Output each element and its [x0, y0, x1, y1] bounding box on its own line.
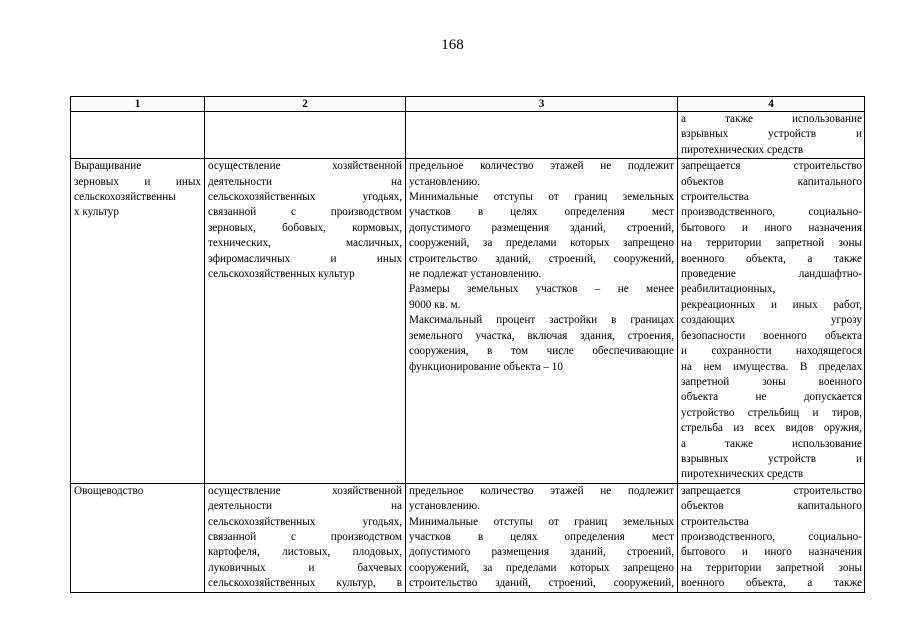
- text-line: военного объекта, а также: [681, 577, 862, 590]
- text-line: пиротехнических средств: [681, 143, 804, 156]
- text-line: производственного, социально-: [681, 530, 862, 543]
- cell-restrictions: [678, 112, 865, 159]
- text-line: строительство зданий, строений, сооружений,: [409, 252, 674, 265]
- text-line: сооружений, за пределами которых запрещено: [409, 561, 674, 574]
- text-line: а также использование: [681, 113, 862, 125]
- text-line: технических, масличных,: [208, 237, 402, 250]
- text-line: участков в целях определения мест: [409, 206, 674, 219]
- column-header-4: 4: [678, 97, 865, 112]
- text-line: и сохранности находящегося: [681, 345, 862, 358]
- cell-empty: [406, 112, 678, 159]
- text-line: объектов капитального: [681, 175, 862, 188]
- text-line: участков в целях определения мест: [409, 530, 674, 543]
- text-line: а также использование: [681, 437, 862, 450]
- text-line: Овощеводство: [74, 484, 144, 497]
- text-line: допустимого размещения зданий, строений,: [409, 221, 674, 234]
- text-line: установлению.: [409, 175, 480, 188]
- cell-restrictions: [678, 483, 865, 592]
- text-line: деятельности на: [208, 175, 402, 188]
- text-line: сельскохозяйственных культур: [208, 268, 355, 281]
- cell-description: [205, 483, 406, 592]
- text-line: связанной с производством: [208, 530, 402, 543]
- text-line: предельное количество этажей не подлежит: [409, 484, 674, 497]
- text-line: допустимого размещения зданий, строений,: [409, 546, 674, 559]
- text-line: проведение ландшафтно-: [681, 268, 862, 281]
- text-line: сельскохозяйственных угодьях,: [208, 191, 402, 204]
- cell-parameters: [406, 483, 678, 592]
- regulations-table: [70, 96, 865, 593]
- text-line: запретной зоны военного: [681, 375, 862, 388]
- text-line: Размеры земельных участков – не менее: [409, 283, 674, 296]
- cell-empty: [71, 112, 205, 159]
- text-line: безопасности военного объекта: [681, 329, 862, 342]
- text-line: на нем имущества. В пределах: [681, 360, 862, 373]
- text-line: пиротехнических средств: [681, 468, 804, 481]
- text-line: запрещается строительство: [681, 484, 862, 497]
- column-header-3: 3: [406, 97, 678, 112]
- text-line: взрывных устройств и: [681, 128, 862, 141]
- text-line: Максимальный процент застройки в границах: [409, 314, 674, 327]
- column-header-1: 1: [71, 97, 205, 112]
- text-line: 9000 кв. м.: [409, 298, 461, 311]
- column-header-2: 2: [205, 97, 406, 112]
- text-line: сельскохозяйственны: [74, 191, 176, 204]
- text-line: строительство зданий, строений, сооружений,: [409, 577, 674, 590]
- parameter-floors: [409, 159, 674, 190]
- text-line: деятельности на: [208, 500, 402, 513]
- text-line: не подлежат установлению.: [409, 268, 542, 281]
- table-row: [71, 159, 865, 484]
- text-line: взрывных устройств и: [681, 452, 862, 465]
- text-line: бытового и иного назначения: [681, 546, 862, 559]
- page-number: 168: [441, 37, 464, 53]
- cell-land-use-type: [71, 483, 205, 592]
- parameter-plot-size: [409, 282, 674, 313]
- cell-parameters: [406, 159, 678, 484]
- text-line: запрещается строительство: [681, 160, 862, 173]
- text-line: создающих угрозу: [681, 314, 862, 327]
- text-line: функционирование объекта – 10: [409, 360, 563, 373]
- cell-restrictions: [678, 159, 865, 484]
- text-line: объектов капитального: [681, 500, 862, 513]
- text-line: на территории запретной зоны: [681, 561, 862, 574]
- text-line: установлению.: [409, 500, 480, 513]
- text-line: стрельба из всех видов оружия,: [681, 422, 862, 435]
- text-line: сооружения, в том числе обеспечивающие: [409, 345, 674, 358]
- text-line: предельное количество этажей не подлежит: [409, 160, 674, 173]
- parameter-coverage: [409, 313, 674, 375]
- parameter-setbacks: [409, 190, 674, 282]
- text-line: Минимальные отступы от границ земельных: [409, 191, 674, 204]
- text-line: сельскохозяйственных угодьях,: [208, 515, 402, 528]
- text-line: строительства: [681, 515, 749, 528]
- text-line: земельного участка, включая здания, строения,: [409, 329, 674, 342]
- text-line: реабилитационных,: [681, 283, 776, 296]
- text-line: х культур: [74, 206, 119, 219]
- text-line: связанной с производством: [208, 206, 402, 219]
- text-line: Выращивание: [74, 160, 142, 173]
- text-line: зерновых, бобовых, кормовых,: [208, 221, 402, 234]
- text-line: сельскохозяйственных культур, в: [208, 577, 402, 590]
- text-line: военного объекта, а также: [681, 252, 862, 265]
- cell-land-use-type: [71, 159, 205, 484]
- text-line: производственного, социально-: [681, 206, 862, 219]
- text-line: осуществление хозяйственной: [208, 160, 402, 173]
- text-line: осуществление хозяйственной: [208, 484, 402, 497]
- text-line: бытового и иного назначения: [681, 221, 862, 234]
- text-line: строительства: [681, 191, 749, 204]
- text-line: устройство стрельбищ и тиров,: [681, 406, 862, 419]
- text-line: зерновых и иных: [74, 175, 201, 188]
- table-row: [71, 112, 865, 159]
- text-line: картофеля, листовых, плодовых,: [208, 546, 402, 559]
- header-row: [71, 97, 865, 112]
- text-line: рекреационных и иных работ,: [681, 298, 862, 311]
- text-line: сооружений, за пределами которых запрещено: [409, 237, 674, 250]
- text-line: на территории запретной зоны: [681, 237, 862, 250]
- text-line: объекта не допускается: [681, 391, 862, 404]
- cell-empty: [205, 112, 406, 159]
- table-row: [71, 483, 865, 592]
- cell-description: [205, 159, 406, 484]
- text-line: Минимальные отступы от границ земельных: [409, 515, 674, 528]
- text-line: эфиромасличных и иных: [208, 252, 402, 265]
- text-line: луковичных и бахчевых: [208, 561, 402, 574]
